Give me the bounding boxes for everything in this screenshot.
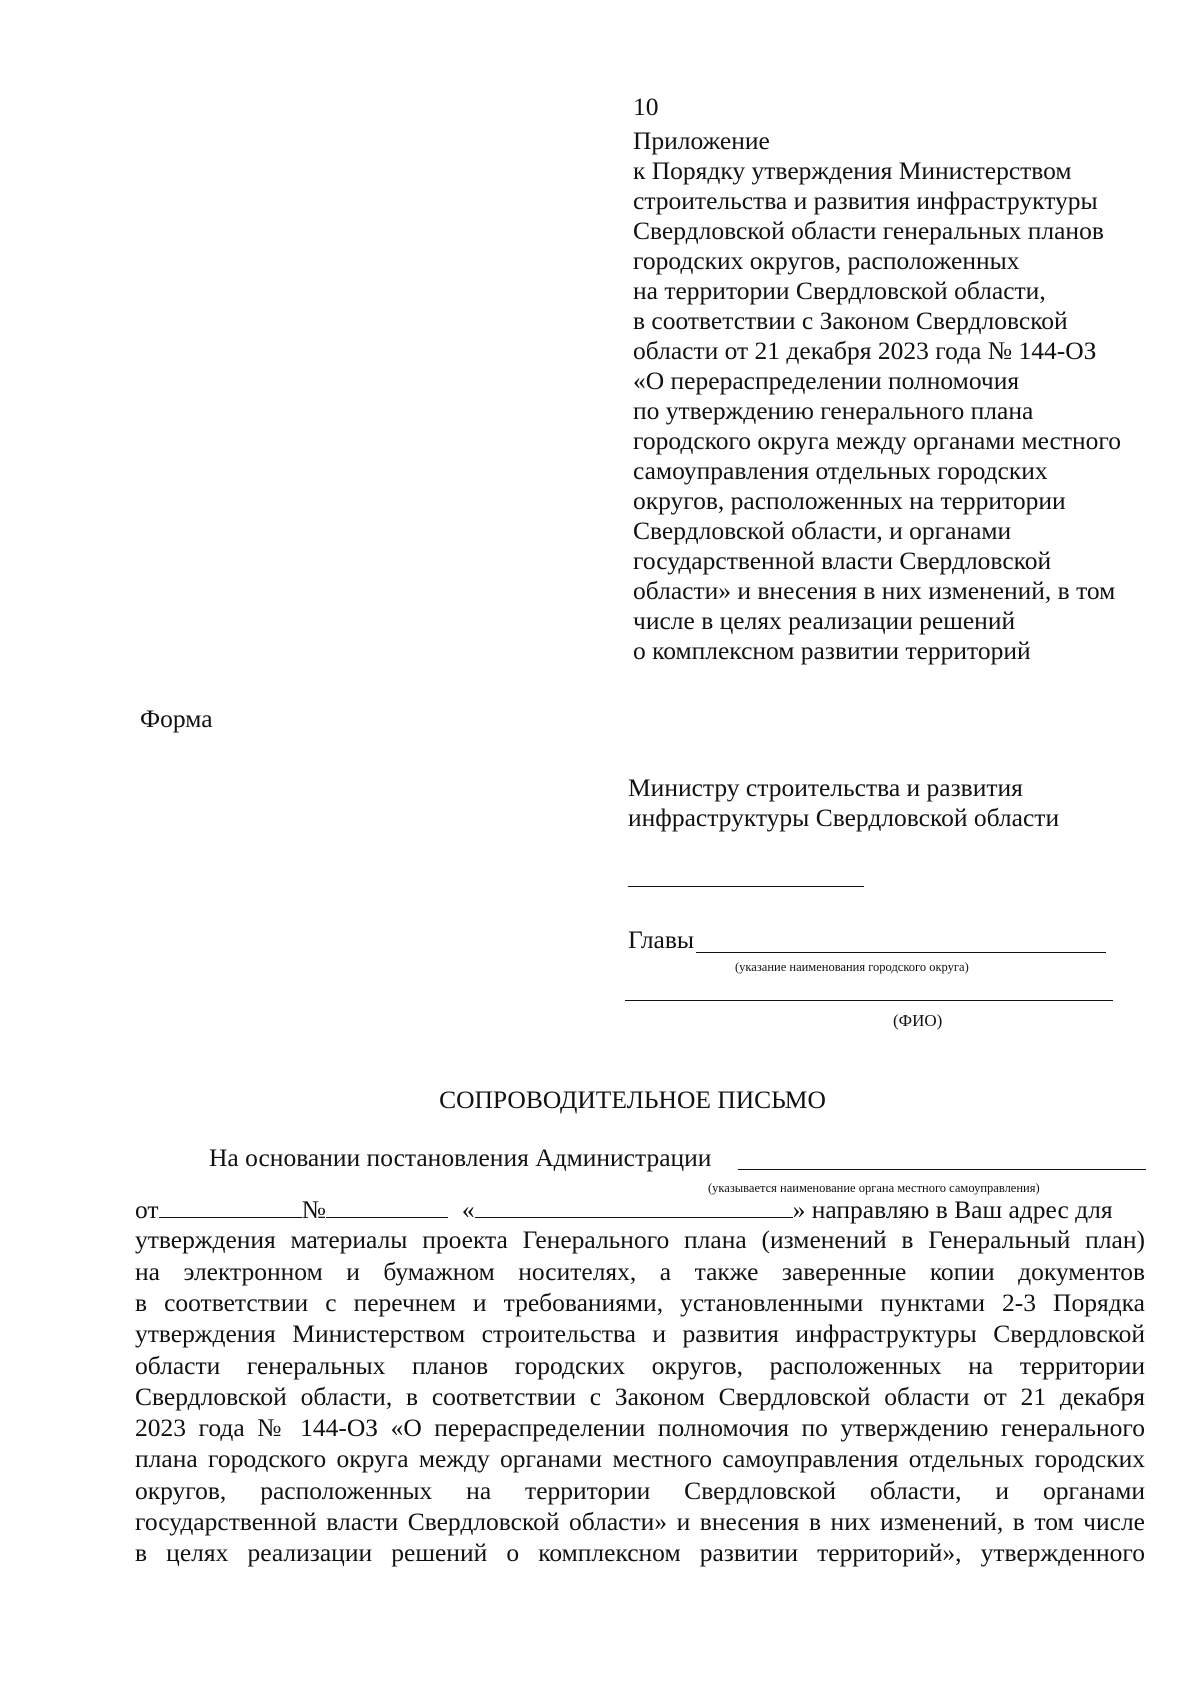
- district-hint: (указание наименования городского округа): [735, 960, 969, 974]
- appendix-line: числе в целях реализации решений: [633, 606, 1016, 635]
- fio-hint: (ФИО): [893, 1011, 943, 1030]
- name-blank-line[interactable]: [628, 886, 864, 887]
- date-blank[interactable]: [159, 1195, 302, 1218]
- appendix-line: строительства и развития инфраструктуры: [633, 186, 1098, 215]
- from-label: от: [135, 1195, 159, 1224]
- district-blank-line[interactable]: [696, 952, 1106, 953]
- body-line: государственной власти Свердловской области» и внесения в них изменений, в том числе: [135, 1507, 1145, 1536]
- appendix-line: «О перераспределении полномочия: [633, 366, 1020, 395]
- appendix-line: государственной власти Свердловской: [633, 546, 1052, 575]
- letter-title: СОПРОВОДИТЕЛЬНОЕ ПИСЬМО: [439, 1085, 826, 1114]
- appendix-line: Свердловской области генеральных планов: [633, 216, 1104, 245]
- body-line: утверждения материалы проекта Генерального плана (изменений в Генеральный план): [135, 1225, 1145, 1254]
- appendix-line: городского округа между органами местного: [633, 426, 1121, 455]
- authority-blank-line[interactable]: [738, 1169, 1146, 1170]
- page-number: 10: [633, 92, 659, 121]
- body-intro: На основании постановления Администрации: [209, 1143, 712, 1172]
- body-line: 2023 года № 144-ОЗ «О перераспределении полномочия по утверждению генерального: [135, 1413, 1145, 1442]
- appendix-line: к Порядку утверждения Министерством: [633, 156, 1072, 185]
- appendix-line: о комплексном развитии территорий: [633, 636, 1031, 665]
- body-line: области генеральных планов городских округов, расположенных на территории: [135, 1351, 1145, 1380]
- appendix-line: области от 21 декабря 2023 года № 144-ОЗ: [633, 336, 1097, 365]
- addressee-line-2: инфраструктуры Свердловской области: [628, 803, 1060, 832]
- appendix-block: [633, 126, 1121, 666]
- appendix-line: области» и внесения в них изменений, в том: [633, 576, 1116, 605]
- appendix-line: на территории Свердловской области,: [633, 276, 1046, 305]
- body-line: утверждения Министерством строительства и развития инфраструктуры Свердловской: [135, 1319, 1145, 1348]
- authority-hint: (указывается наименование органа местного самоуправления): [708, 1181, 1040, 1195]
- close-text: » направляю в Ваш адрес для: [792, 1195, 1113, 1224]
- title-blank[interactable]: [475, 1195, 793, 1218]
- body-line: в соответствии с перечнем и требованиями, установленными пунктами 2-3 Порядка: [135, 1288, 1145, 1317]
- body-line: в целях реализации решений о комплексном развитии территорий», утвержденного: [135, 1538, 1145, 1567]
- appendix-line: самоуправления отдельных городских: [633, 456, 1048, 485]
- open-quote: «: [461, 1195, 475, 1224]
- appendix-line: в соответствии с Законом Свердловской: [633, 306, 1068, 335]
- appendix-line: округов, расположенных на территории: [633, 486, 1066, 515]
- head-of-label: Главы: [628, 925, 695, 954]
- number-label: №: [301, 1195, 326, 1224]
- appendix-line: Свердловской области, и органами: [633, 516, 1012, 545]
- appendix-line: по утверждению генерального плана: [633, 396, 1034, 425]
- addressee-line-1: Министру строительства и развития: [628, 773, 1023, 802]
- body-line: на электронном и бумажном носителях, а также заверенные копии документов: [135, 1257, 1145, 1286]
- appendix-line: городских округов, расположенных: [633, 246, 1020, 275]
- fio-blank-line[interactable]: [625, 1000, 1113, 1001]
- number-blank[interactable]: [326, 1195, 448, 1218]
- body-line: Свердловской области, в соответствии с Законом Свердловской области от 21 декабря: [135, 1382, 1145, 1411]
- form-label: Форма: [140, 704, 213, 733]
- appendix-line: Приложение: [633, 126, 770, 155]
- body-from-row: [135, 1195, 1113, 1225]
- body-line: плана городского округа между органами местного самоуправления отдельных городских: [135, 1444, 1145, 1473]
- body-line: округов, расположенных на территории Свердловской области, и органами: [135, 1476, 1145, 1505]
